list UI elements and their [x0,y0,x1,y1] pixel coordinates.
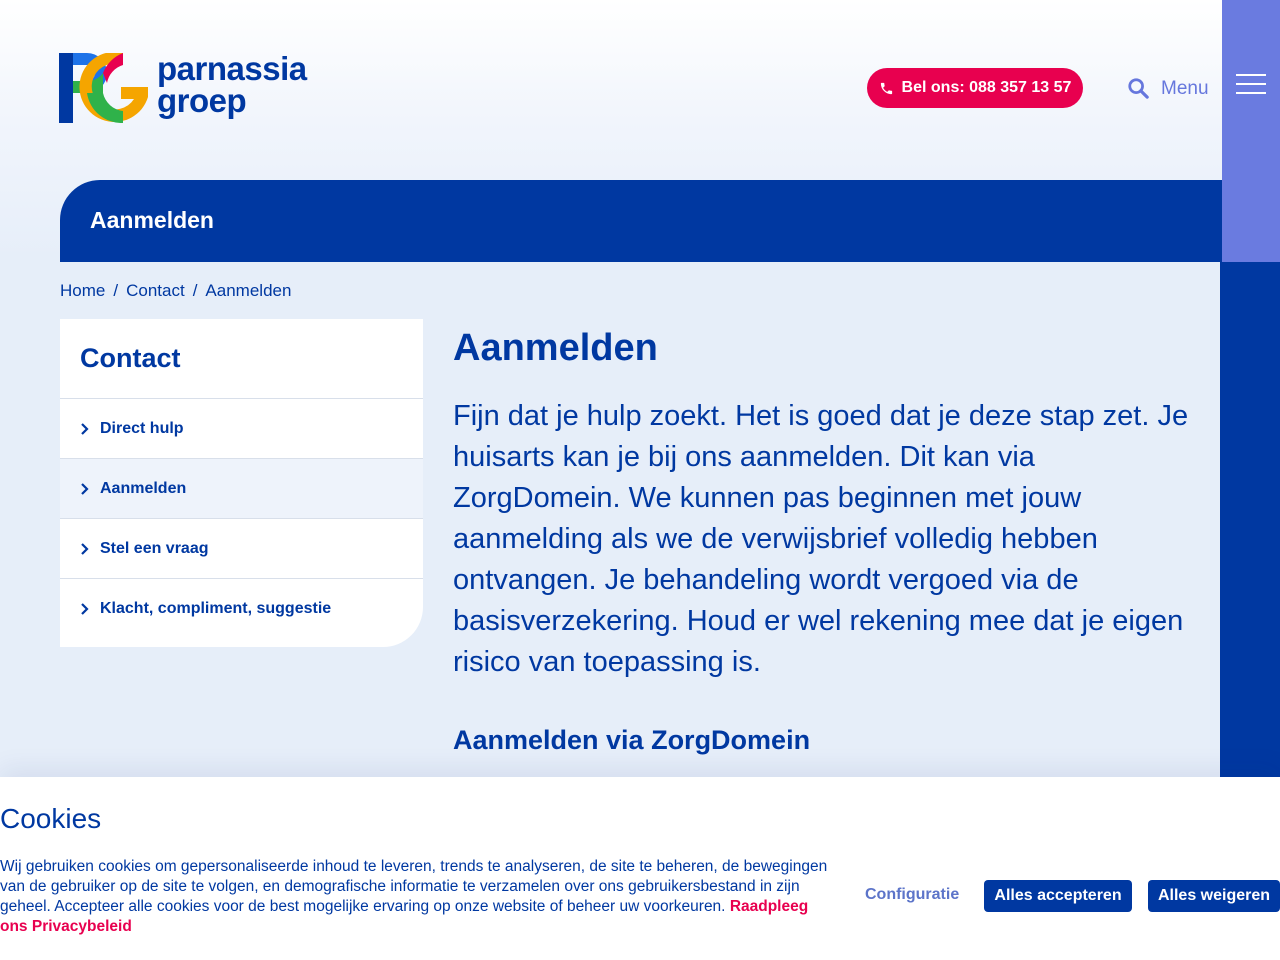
chevron-right-icon [80,483,90,495]
call-button-label: Bel ons: 088 357 13 57 [901,79,1072,96]
cookie-text [0,857,840,937]
breadcrumb-home[interactable]: Home [60,281,106,300]
logo-wordmark [157,50,307,119]
sidebar-item-klacht[interactable] [60,579,423,639]
sidebar-item-stel-een-vraag[interactable] [60,519,423,579]
cookie-config-link[interactable]: Configuratie [865,886,960,903]
cookie-banner [0,777,1280,960]
cookie-title: Cookies [0,803,102,834]
menu-button[interactable] [1222,0,1280,262]
breadcrumb-current: Aanmelden [205,281,292,300]
parnassia-logo[interactable] [59,50,319,125]
hamburger-icon [1236,74,1266,94]
sidebar-item-label: Stel een vraag [100,539,209,557]
chevron-right-icon [80,603,90,615]
breadcrumb-contact[interactable]: Contact [126,281,185,300]
accept-all-button[interactable]: Alles accepteren [984,880,1132,912]
privacy-policy-link[interactable]: Raadpleeg ons Privacybeleid [0,898,809,935]
cookie-description: Wij gebruiken cookies om gepersonaliseerde inhoud te leveren, trends te analyseren, de site te beheren, de bewegingen van de gebruiker op de site te volgen, en demografische informatie te verzamelen over ons gebruikersbestand in zijn geheel. Accepteer alle cookies voor de best mogelijke ervaring op onze website of beheer uw voorkeuren. [0,858,828,915]
logo-line-1: parnassia [157,50,307,87]
sidebar-nav [60,319,423,647]
sidebar-item-direct-hulp[interactable] [60,399,423,459]
search-icon[interactable] [1127,77,1149,99]
section-heading: Aanmelden via ZorgDomein [453,725,811,755]
phone-icon [879,81,894,96]
main-content [453,322,1193,756]
decorative-side-strip [1220,262,1280,782]
call-button[interactable] [867,68,1083,108]
logo-line-2: groep [157,82,247,119]
chevron-right-icon [80,423,90,435]
page-banner [60,180,1222,262]
chevron-right-icon [80,543,90,555]
breadcrumb-separator: / [113,281,119,300]
sidebar-title: Contact [60,319,423,399]
breadcrumb [60,281,291,301]
pg-logo-icon [59,53,149,123]
intro-text: Fijn dat je hulp zoekt. Het is goed dat je deze stap zet. Je huisarts kan je bij ons aanmelden. Dit kan via ZorgDomein. We kunnen pas beginnen met jouw aanmelding als we de verwijsbrief volledig hebben ontvangen. Je behandeling wordt vergoed via de basisverzekering. Houd er wel rekening mee dat je eigen risico van toepassing is. [453,400,1189,678]
sidebar-item-label: Klacht, compliment, suggestie [100,600,332,617]
breadcrumb-separator: / [192,281,198,300]
sidebar-item-label: Aanmelden [100,479,187,497]
reject-all-button[interactable]: Alles weigeren [1148,880,1280,912]
menu-label[interactable]: Menu [1161,78,1209,99]
page-title: Aanmelden [453,327,658,369]
sidebar-item-aanmelden[interactable] [60,459,423,519]
site-header [0,0,1280,180]
sidebar-item-label: Direct hulp [100,419,184,437]
banner-title: Aanmelden [90,207,214,233]
